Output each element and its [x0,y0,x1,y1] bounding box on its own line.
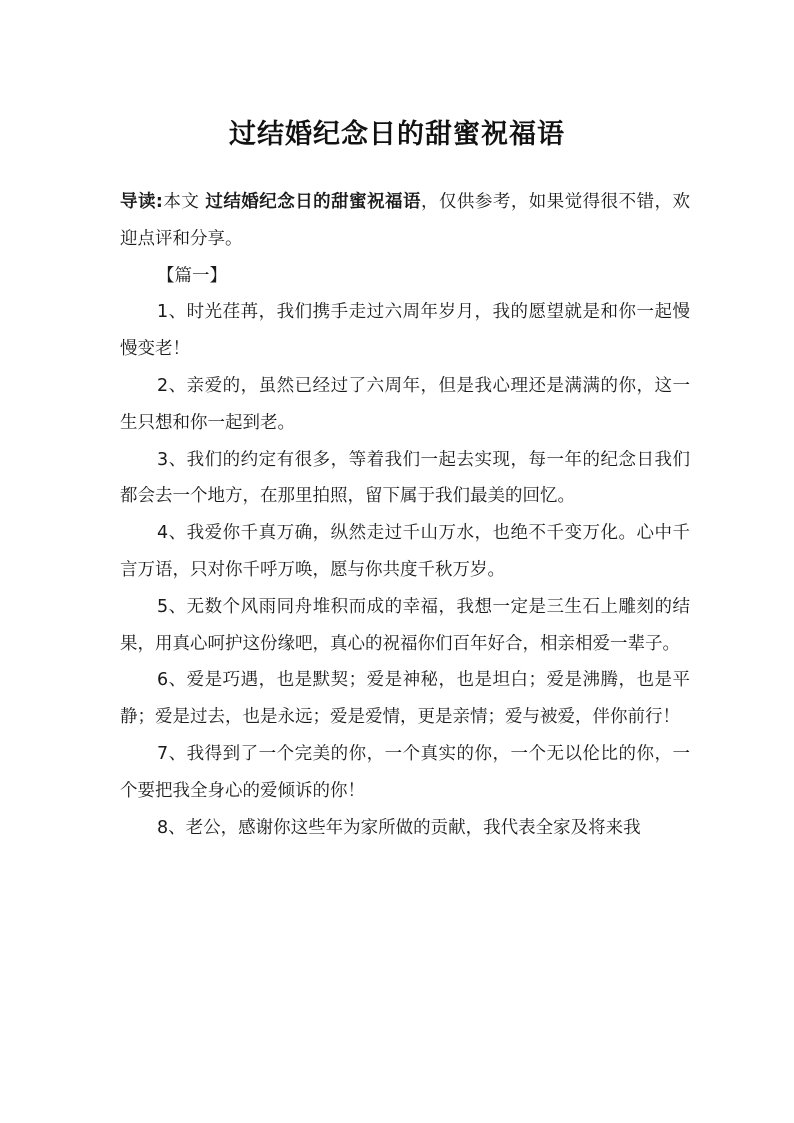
list-item: 7、我得到了一个完美的你，一个真实的你，一个无以伦比的你，一个要把我全身心的爱倾诉的你！ [120,743,690,801]
list-item: 5、无数个风雨同舟堆积而成的幸福，我想一定是三生石上雕刻的结果，用真心呵护这份缘吧，真心的祝福你们百年好合，相亲相爱一辈子。 [120,596,690,654]
list-item: 6、爱是巧遇，也是默契；爱是神秘，也是坦白；爱是沸腾，也是平静；爱是过去，也是永远；爱是爱情，更是亲情；爱与被爱，伴你前行！ [120,670,690,728]
intro-topic: 过结婚纪念日的甜蜜祝福语 [205,192,421,212]
list-item: 8、老公，感谢你这些年为家所做的贡献，我代表全家及将来我 [157,817,641,838]
list-item: 2、亲爱的，虽然已经过了六周年，但是我心理还是满满的你，这一生只想和你一起到老。 [120,375,690,433]
document-body [120,184,690,846]
list-item: 3、我们的约定有很多，等着我们一起去实现，每一年的纪念日我们都会去一个地方，在那里拍照，留下属于我们最美的回忆。 [120,449,690,507]
intro-label: 导读: [120,192,163,212]
section-heading: 【篇一】 [157,265,227,286]
list-item: 1、时光荏苒，我们携手走过六周年岁月，我的愿望就是和你一起慢慢变老！ [120,302,690,360]
intro-paragraph [120,184,690,258]
intro-suffix: ，仅供参考，如果觉得很不错，欢迎点评和分享。 [120,192,691,249]
list-item: 4、我爱你千真万确，纵然走过千山万水，也绝不千变万化。心中千言万语，只对你千呼万唤，愿与你共度千秋万岁。 [120,523,690,580]
document-title: 过结婚纪念日的甜蜜祝福语 [229,119,565,150]
intro-prefix: 本文 [162,192,206,212]
